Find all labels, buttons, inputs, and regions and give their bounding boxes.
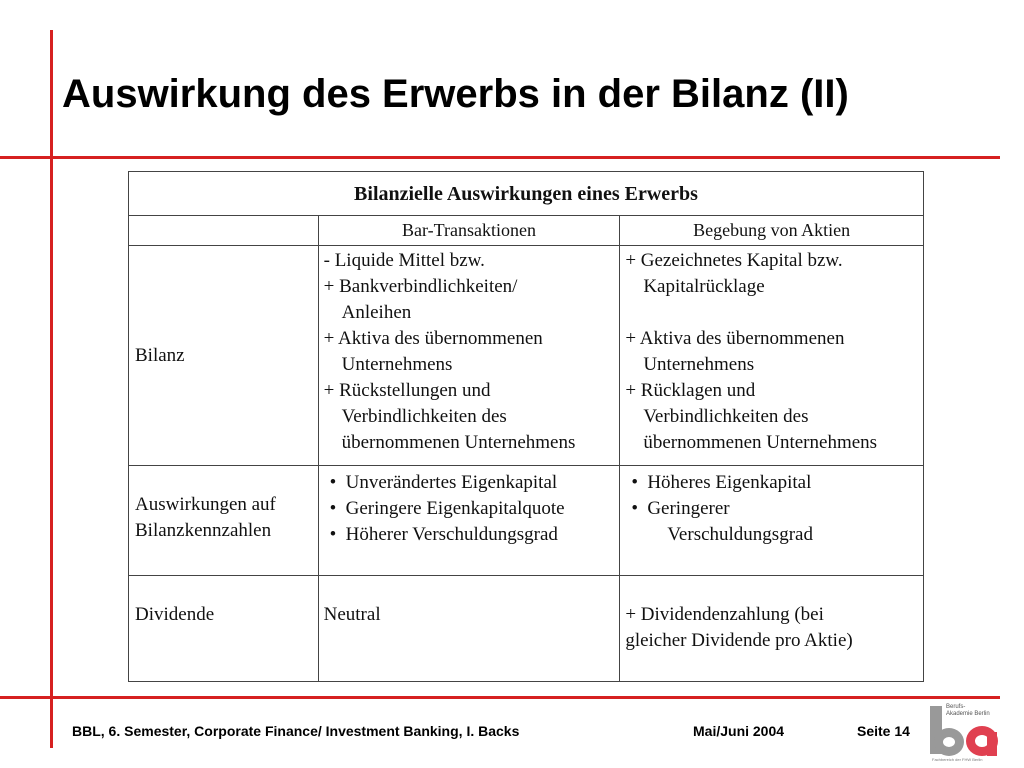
column-header-empty bbox=[129, 216, 319, 246]
bullet-item: • Höherer Verschuldungsgrad bbox=[324, 522, 616, 548]
footer-date: Mai/Juni 2004 bbox=[693, 723, 785, 739]
cell-kennzahlen-aktien bbox=[620, 466, 924, 576]
cell-dividende-aktien bbox=[620, 576, 924, 682]
red-header-rule bbox=[0, 156, 1000, 159]
logo-line: Akademie Berlin bbox=[946, 711, 990, 717]
cell-kennzahlen-bar bbox=[318, 466, 620, 576]
table-row bbox=[129, 246, 924, 466]
cell-line: Verbindlichkeiten des bbox=[643, 406, 809, 427]
cell-line: Unternehmens bbox=[643, 354, 755, 375]
red-vertical-rule bbox=[50, 30, 53, 748]
bullet-continuation: Verschuldungsgrad bbox=[667, 524, 813, 545]
bullet-item: • Höheres Eigenkapital bbox=[625, 470, 919, 496]
table-heading: Bilanzielle Auswirkungen eines Erwerbs bbox=[129, 172, 924, 216]
ba-logo bbox=[928, 704, 1000, 764]
cell-line: + Rücklagen und bbox=[625, 380, 756, 401]
cell-line: übernommenen Unternehmens bbox=[643, 432, 878, 453]
footer-course: BBL, 6. Semester, Corporate Finance/ Investment Banking, I. Backs bbox=[72, 723, 520, 739]
cell-line: Unternehmens bbox=[341, 354, 453, 375]
row-label-line: Bilanzkennzahlen bbox=[135, 520, 272, 541]
column-header-bar: Bar-Transaktionen bbox=[318, 216, 620, 246]
cell-bilanz-aktien bbox=[620, 246, 924, 466]
row-label-line: Auswirkungen auf bbox=[135, 494, 276, 515]
cell-line: Kapitalrücklage bbox=[643, 276, 765, 297]
table-heading-row bbox=[129, 172, 924, 216]
cell-line: + Bankverbindlichkeiten/ bbox=[323, 276, 518, 297]
cell-spacer bbox=[625, 300, 919, 326]
logo-a-stem bbox=[987, 732, 997, 756]
cell-line: Neutral bbox=[323, 604, 381, 625]
column-header-row bbox=[129, 216, 924, 246]
acquisition-balance-table bbox=[128, 171, 924, 682]
cell-line: Anleihen bbox=[341, 302, 412, 323]
cell-line: + Dividendenzahlung (bei bbox=[625, 604, 824, 625]
slide-title: Auswirkung des Erwerbs in der Bilanz (II) bbox=[62, 72, 849, 116]
table-row bbox=[129, 466, 924, 576]
row-label-dividende: Dividende bbox=[129, 576, 319, 682]
cell-line: Verbindlichkeiten des bbox=[341, 406, 507, 427]
cell-bilanz-bar bbox=[318, 246, 620, 466]
table-row bbox=[129, 576, 924, 682]
cell-line: - Liquide Mittel bzw. bbox=[323, 250, 485, 271]
logo-subline: Fachbereich der FHW Berlin bbox=[932, 757, 983, 762]
logo-line: Berufs- bbox=[946, 704, 966, 710]
logo-text bbox=[946, 704, 990, 718]
bullet-item: • Unverändertes Eigenkapital bbox=[324, 470, 616, 496]
cell-line: + Rückstellungen und bbox=[323, 380, 491, 401]
cell-line: gleicher Dividende pro Aktie) bbox=[625, 630, 853, 651]
cell-line: + Aktiva des übernommenen bbox=[625, 328, 845, 349]
row-label-bilanz: Bilanz bbox=[129, 246, 319, 466]
row-label-kennzahlen bbox=[129, 466, 319, 576]
footer-page-number: Seite 14 bbox=[857, 723, 910, 739]
cell-line: + Aktiva des übernommenen bbox=[323, 328, 543, 349]
cell-line: übernommenen Unternehmens bbox=[341, 432, 576, 453]
bullet-item: • Geringere Eigenkapitalquote bbox=[324, 496, 616, 522]
red-footer-rule bbox=[0, 696, 1000, 699]
cell-line: + Gezeichnetes Kapital bzw. bbox=[625, 250, 843, 271]
bullet-item: • Geringerer bbox=[625, 496, 919, 522]
cell-dividende-bar bbox=[318, 576, 620, 682]
column-header-aktien: Begebung von Aktien bbox=[620, 216, 924, 246]
logo-b-bowl bbox=[934, 728, 964, 756]
